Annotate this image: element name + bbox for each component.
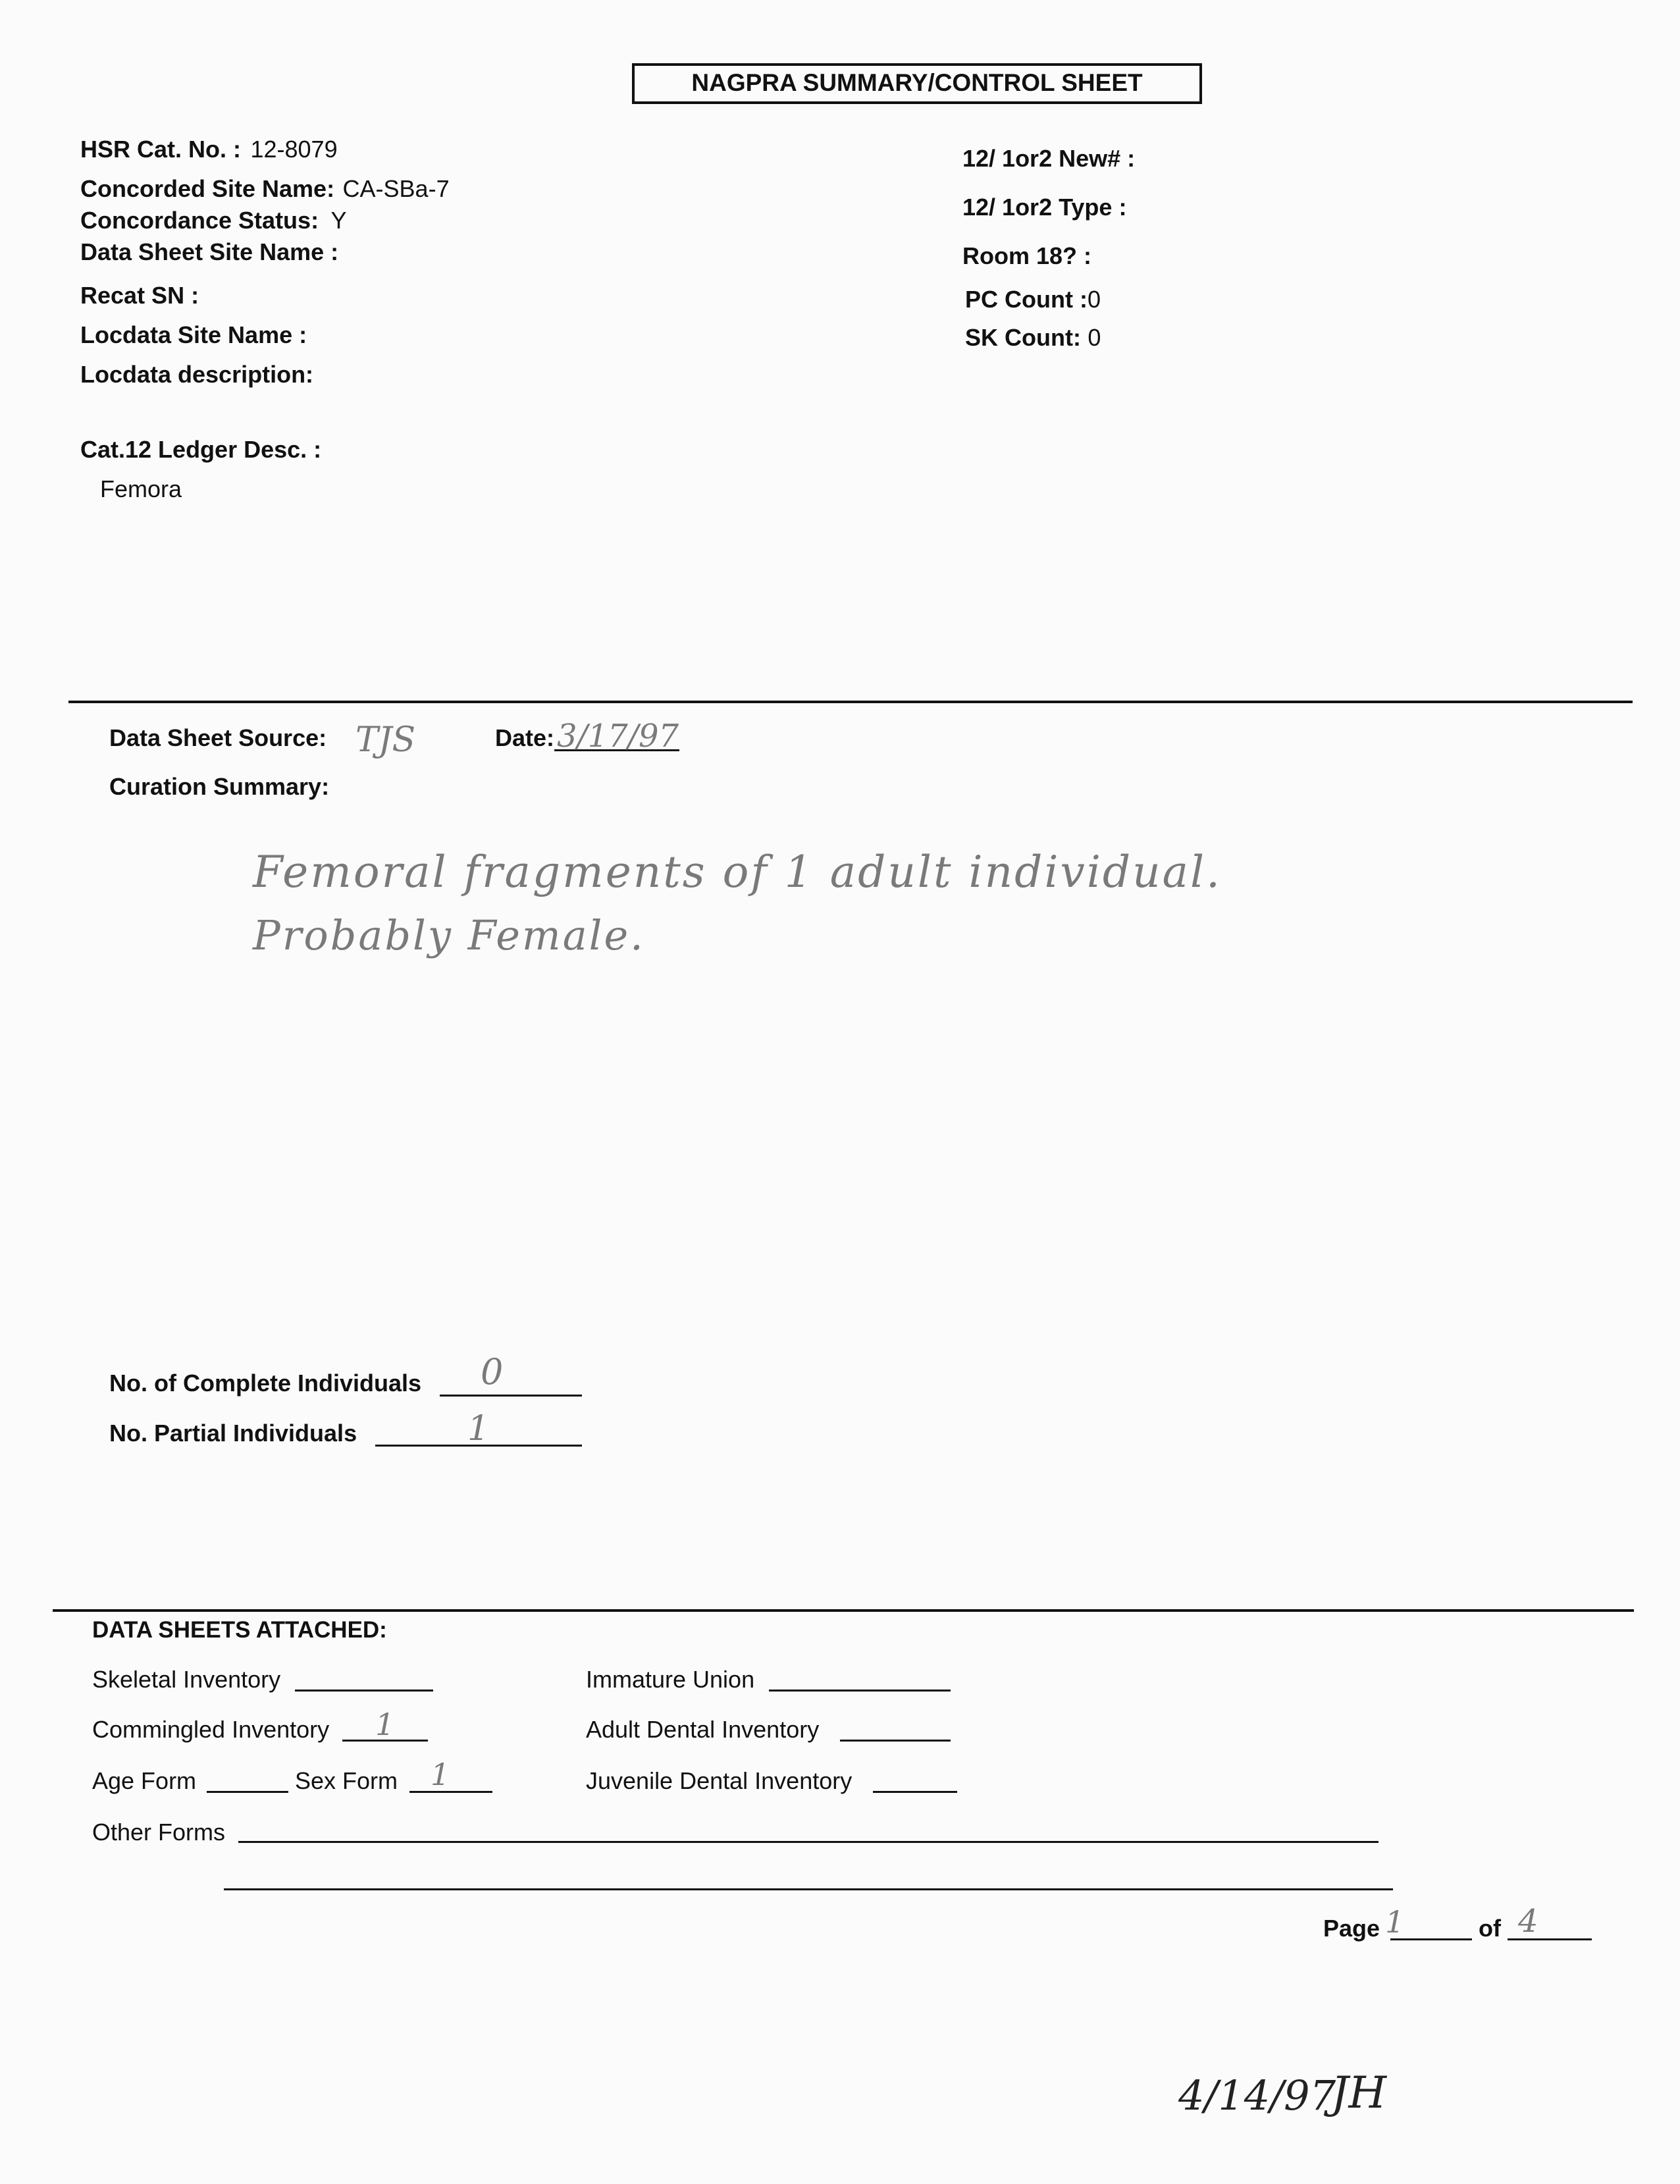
field-label: Concorded Site Name: [80,175,335,202]
partial-individuals-value: 1 [467,1409,490,1449]
commingled-inventory-value: 1 [375,1707,395,1742]
footer-date: 4/14/97 [1178,2071,1336,2119]
immature-union-underline [769,1690,951,1691]
other-forms-underline [238,1841,1378,1843]
field-label: 12/ 1or2 Type : [962,194,1127,221]
page-of-label: of [1479,1915,1501,1942]
curation-summary-label: Curation Summary: [109,773,330,800]
field-label: SK Count: [965,324,1081,351]
sex-form-label: Sex Form [295,1767,398,1794]
attached-heading: DATA SHEETS ATTACHED: [92,1617,387,1643]
page-total-value: 4 [1518,1903,1538,1940]
hsr-cat-no-field [80,136,338,163]
page-label: Page [1323,1915,1380,1942]
field-label: HSR Cat. No. : [80,136,242,163]
curation-summary-line2: Probably Female. [253,911,645,959]
sex-form-value: 1 [431,1757,450,1792]
source-label: Data Sheet Source: [109,724,327,751]
field-label: 12/ 1or2 New# : [962,145,1136,172]
skeletal-inventory-underline [295,1690,433,1691]
field-label: Room 18? : [962,242,1092,269]
concorded-site-name-field [80,175,450,203]
data-sheet-site-name-field [80,238,338,266]
locdata-description-field [80,361,313,388]
section-divider [53,1609,1634,1612]
locdata-site-name-field [80,321,307,349]
recat-sn-field [80,282,199,309]
field-label: PC Count : [965,286,1088,313]
date-value: 3/17/97 [557,718,679,755]
source-value: TJS [355,720,416,760]
adult-dental-inventory-underline [840,1740,951,1742]
field-label: Concordance Status: [80,207,319,234]
new-number-field [962,145,1135,173]
section-divider [68,701,1633,703]
commingled-inventory-label: Commingled Inventory [92,1716,330,1743]
juvenile-dental-inventory-underline [873,1791,957,1793]
skeletal-inventory-label: Skeletal Inventory [92,1666,281,1693]
type-field [962,194,1126,221]
page-title: NAGPRA SUMMARY/CONTROL SHEET [632,63,1202,104]
other-forms-label: Other Forms [92,1819,226,1846]
field-label: Data Sheet Site Name : [80,238,339,265]
immature-union-label: Immature Union [586,1666,755,1693]
curation-summary-line1: Femoral fragments of 1 adult individual. [253,847,1222,897]
field-value: 12-8079 [250,136,338,163]
field-label: Locdata description: [80,361,314,388]
field-label: Locdata Site Name : [80,321,307,348]
sex-form-underline [409,1791,492,1793]
complete-individuals-label: No. of Complete Individuals [109,1370,422,1397]
page-current-value: 1 [1385,1904,1405,1940]
field-value: 0 [1087,286,1101,313]
complete-individuals-value: 0 [481,1351,504,1393]
age-form-underline [207,1791,288,1793]
sk-count-field [965,324,1101,352]
other-forms-underline-2 [224,1888,1393,1890]
juvenile-dental-inventory-label: Juvenile Dental Inventory [586,1767,853,1794]
field-value: 0 [1088,324,1101,351]
field-label: Recat SN : [80,282,199,309]
complete-individuals-underline [440,1395,582,1397]
field-value: Y [330,207,347,234]
ledger-label: Cat.12 Ledger Desc. : [80,436,322,463]
pc-count-field [965,286,1101,313]
partial-individuals-label: No. Partial Individuals [109,1420,357,1447]
date-label: Date: [495,724,555,751]
field-value: CA-SBa-7 [342,175,450,202]
concordance-status-field [80,207,347,234]
footer-initials: JH [1331,2067,1387,2118]
age-form-label: Age Form [92,1767,197,1794]
room-18-field [962,242,1091,270]
ledger-value: Femora [100,475,182,502]
adult-dental-inventory-label: Adult Dental Inventory [586,1716,820,1743]
